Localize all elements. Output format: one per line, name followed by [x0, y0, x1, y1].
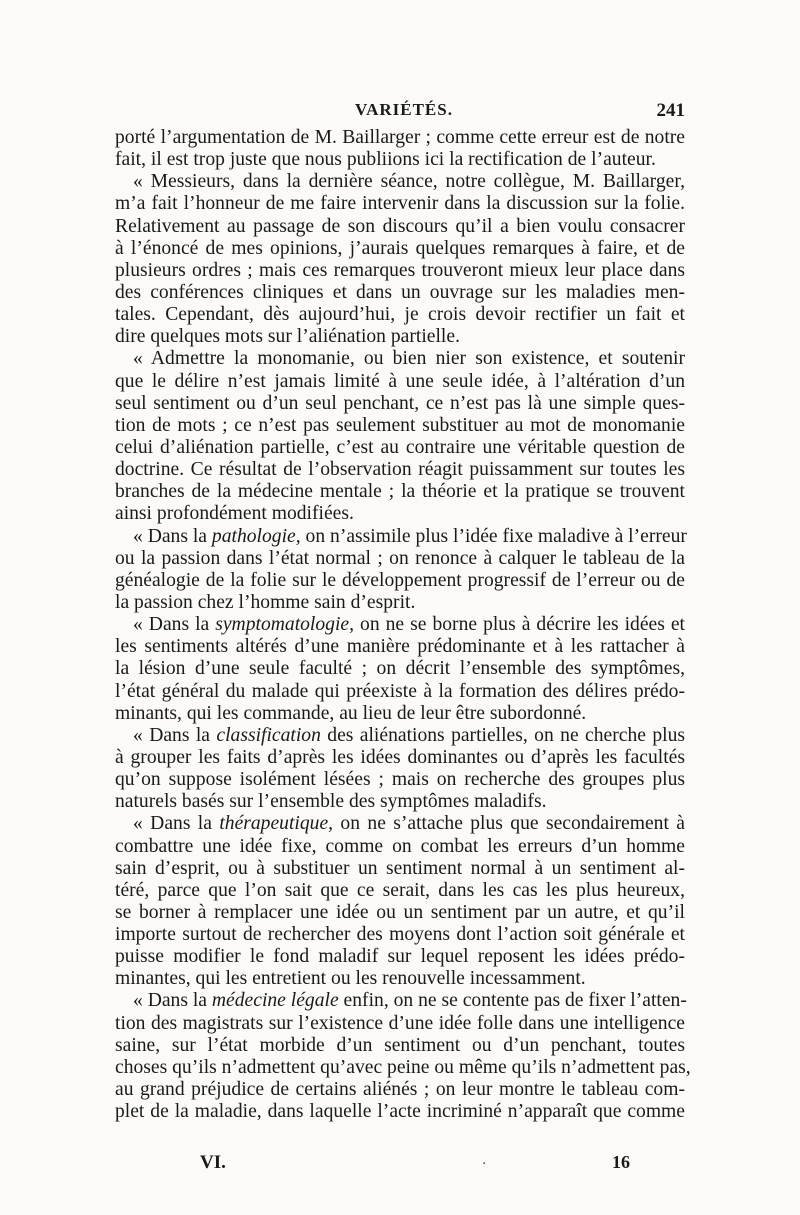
- text-line: « Admettre la monomanie, ou bien nier son existence, et soutenir: [133, 348, 685, 370]
- footer-dot: .: [482, 1152, 487, 1168]
- text-line: importe surtout de rechercher des moyens dont l’action soit générale et: [115, 924, 685, 946]
- italic-term: symptomatologie,: [215, 614, 355, 636]
- text-line: choses qu’ils n’admettent qu’avec peine ou même qu’ils n’admettent pas,: [115, 1056, 691, 1078]
- text-line: qu’on suppose isolément lésées ; mais on recherche des groupes plus: [115, 769, 685, 791]
- sheet-number: 16: [612, 1152, 630, 1172]
- text-line: à grouper les faits d’après les idées dominantes ou d’après les facultés: [115, 746, 685, 768]
- signature-mark: VI.: [200, 1152, 226, 1173]
- text-line: téré, parce que l’on sait que ce serait, dans les cas les plus heureux,: [115, 879, 685, 901]
- text-line: la lésion d’une seule faculté ; on décrit l’ensemble des symptômes,: [115, 658, 685, 680]
- text-line: généalogie de la folie sur le développement progressif de l’erreur ou de: [115, 569, 685, 591]
- page-footer: [200, 1152, 630, 1176]
- paragraph-medecine-legale-first-line: [115, 990, 685, 1012]
- italic-term: pathologie,: [211, 525, 301, 547]
- paragraph-pathologie-first-line: [115, 526, 685, 548]
- text-line: que le délire n’est jamais limité à une seule idée, à l’altération d’un: [115, 370, 685, 392]
- text-line: dire quelques mots sur l’aliénation partielle.: [115, 326, 460, 348]
- text-line: celui d’aliénation partielle, c’est au contraire une véritable question de: [115, 436, 685, 458]
- text-fragment: on ne se borne plus à décrire les idées et: [354, 614, 685, 636]
- text-line: tion des magistrats sur l’existence d’une idée folle dans une intelligence: [115, 1012, 685, 1034]
- paragraph-classification-first-line: [115, 725, 685, 747]
- text-line: naturels basés sur l’ensemble des symptômes maladifs.: [115, 791, 547, 813]
- text-line: seul sentiment ou d’un seul penchant, ce n’est pas là une simple ques-: [115, 392, 685, 414]
- text-line: doctrine. Ce résultat de l’observation réagit puissamment sur toutes les: [115, 459, 685, 481]
- text-line: plusieurs ordres ; mais ces remarques trouveront mieux leur place dans: [115, 259, 685, 281]
- text-line: porté l’argumentation de M. Baillarger ; comme cette erreur est de notre: [115, 127, 685, 148]
- text-line: minants, qui les commande, au lieu de leur être subordonné.: [115, 702, 587, 724]
- text-line: à l’énoncé de mes opinions, j’aurais quelques remarques à faire, et de: [115, 237, 685, 259]
- text-line: plet de la maladie, dans laquelle l’acte incriminé n’apparaît que comme: [115, 1101, 685, 1123]
- text-line: les sentiments altérés d’une manière prédominante et à les rattacher à: [115, 636, 685, 658]
- text-fragment: des aliénations partielles, on ne cherche plus: [320, 724, 686, 746]
- text-line: minantes, qui les entretient ou les renouvelle incessamment.: [115, 968, 586, 990]
- text-fragment: « Dans la: [133, 525, 212, 547]
- text-fragment: on n’assimile plus l’idée fixe maladive à l’erreur: [300, 525, 687, 547]
- text-line: m’a fait l’honneur de me faire intervenir dans la discussion sur la folie.: [115, 193, 685, 215]
- page-header: [115, 100, 685, 124]
- text-line: ou la passion dans l’état normal ; on renonce à calquer le tableau de la: [115, 547, 685, 569]
- text-line: la passion chez l’homme sain d’esprit.: [115, 591, 416, 613]
- page-number: 241: [656, 100, 685, 121]
- text-fragment: enfin, on ne se contente pas de fixer l’atten-: [338, 990, 687, 1012]
- text-line: saine, sur l’état morbide d’un sentiment ou d’un penchant, toutes: [115, 1034, 685, 1056]
- text-line: « Messieurs, dans la dernière séance, notre collègue, M. Baillarger,: [133, 171, 685, 193]
- text-line: ainsi profondément modifiées.: [115, 503, 354, 525]
- text-line: puisse modifier le fond maladif sur lequel reposent les idées prédo-: [115, 946, 685, 968]
- paragraph-therapeutique-first-line: [115, 813, 685, 835]
- text-line: combattre une idée fixe, comme on combat les erreurs d’un homme: [115, 835, 685, 857]
- text-line: tion de mots ; ce n’est pas seulement substituer au mot de monomanie: [115, 414, 685, 436]
- text-fragment: « Dans la: [133, 990, 212, 1012]
- italic-term: médecine légale: [211, 990, 339, 1012]
- text-fragment: « Dans la: [133, 614, 216, 636]
- text-line: tales. Cependant, dès aujourd’hui, je crois devoir rectifier un fait et: [115, 304, 685, 326]
- text-line: au grand préjudice de certains aliénés ; on leur montre le tableau com-: [115, 1079, 685, 1101]
- text-line: Relativement au passage de son discours qu’il a bien voulu consacrer: [115, 215, 685, 237]
- body-text: [115, 127, 691, 1123]
- text-fragment: « Dans la: [133, 813, 220, 835]
- text-line: sain d’esprit, ou à substituer un sentiment normal à un sentiment al-: [115, 857, 685, 879]
- paragraph-symptomatologie-first-line: [115, 614, 685, 636]
- text-line: des conférences cliniques et dans un ouvrage sur les maladies men-: [115, 281, 685, 303]
- text-fragment: « Dans la: [133, 724, 217, 746]
- italic-term: classification: [216, 724, 321, 746]
- text-line: l’état général du malade qui préexiste à la formation des délires prédo-: [115, 680, 685, 702]
- text-line: fait, il est trop juste que nous publiions ici la rectification de l’auteur.: [115, 149, 656, 171]
- italic-term: thérapeutique,: [219, 813, 334, 835]
- text-line: se borner à remplacer une idée ou un sentiment par un autre, et qu’il: [115, 901, 685, 923]
- running-title: VARIÉTÉS.: [355, 100, 453, 119]
- text-fragment: on ne s’attache plus que secondairement à: [333, 813, 685, 835]
- text-line: branches de la médecine mentale ; la théorie et la pratique se trouvent: [115, 481, 685, 503]
